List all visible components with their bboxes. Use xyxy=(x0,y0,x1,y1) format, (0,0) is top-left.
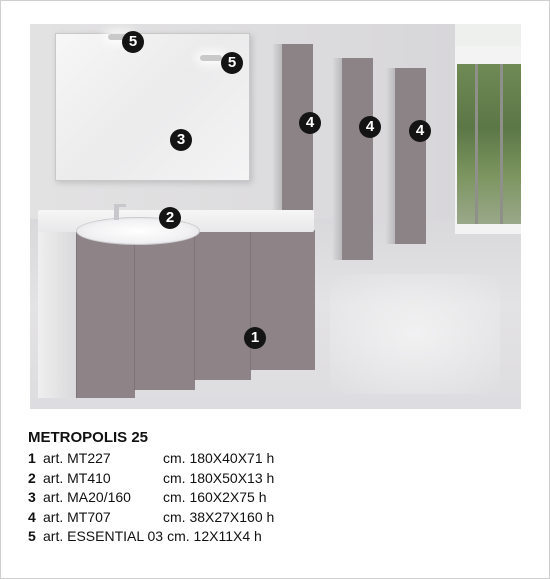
lamp-right xyxy=(200,55,222,61)
garden-window xyxy=(457,64,521,224)
callout-2: 2 xyxy=(159,207,181,229)
spec-article: art. MA20/160 xyxy=(43,489,131,505)
washbasin xyxy=(76,217,200,245)
spec-number: 2 xyxy=(28,469,36,486)
spec-dimensions: cm. 38X27X160 h xyxy=(163,508,275,525)
spec-number: 4 xyxy=(28,508,36,525)
spec-number: 3 xyxy=(28,489,36,505)
spec-article: art. MT410 xyxy=(43,469,111,486)
spec-row xyxy=(28,488,528,508)
spec-row xyxy=(28,469,528,489)
callout-5-left: 5 xyxy=(122,31,144,53)
spec-article: art. ESSENTIAL 03 xyxy=(43,528,164,544)
spec-number: 1 xyxy=(28,450,36,466)
callout-3: 3 xyxy=(170,129,192,151)
product-photo xyxy=(30,24,521,409)
spec-dimensions: cm. 12X11X4 h xyxy=(167,528,262,544)
callout-1: 1 xyxy=(244,327,266,349)
callout-4-third: 4 xyxy=(409,120,431,142)
spec-article: art. MT227 xyxy=(43,450,111,466)
spec-dimensions: cm. 180X40X71 h xyxy=(163,450,275,466)
tall-cabinet-2 xyxy=(333,58,373,260)
tall-cabinet-3 xyxy=(386,68,426,244)
product-title: METROPOLIS 25 xyxy=(28,429,149,446)
vanity-unit xyxy=(38,230,314,398)
callout-5-right: 5 xyxy=(221,52,243,74)
callout-4-first: 4 xyxy=(299,112,321,134)
callout-4-second: 4 xyxy=(359,116,381,138)
spec-dimensions: cm. 180X50X13 h xyxy=(163,469,275,486)
spec-article: art. MT707 xyxy=(43,508,111,525)
spec-row xyxy=(28,508,528,528)
spec-row xyxy=(28,527,528,547)
product-caption xyxy=(28,429,528,547)
spec-dimensions: cm. 160X2X75 h xyxy=(163,489,267,505)
spec-number: 5 xyxy=(28,528,36,544)
spec-row xyxy=(28,449,528,469)
